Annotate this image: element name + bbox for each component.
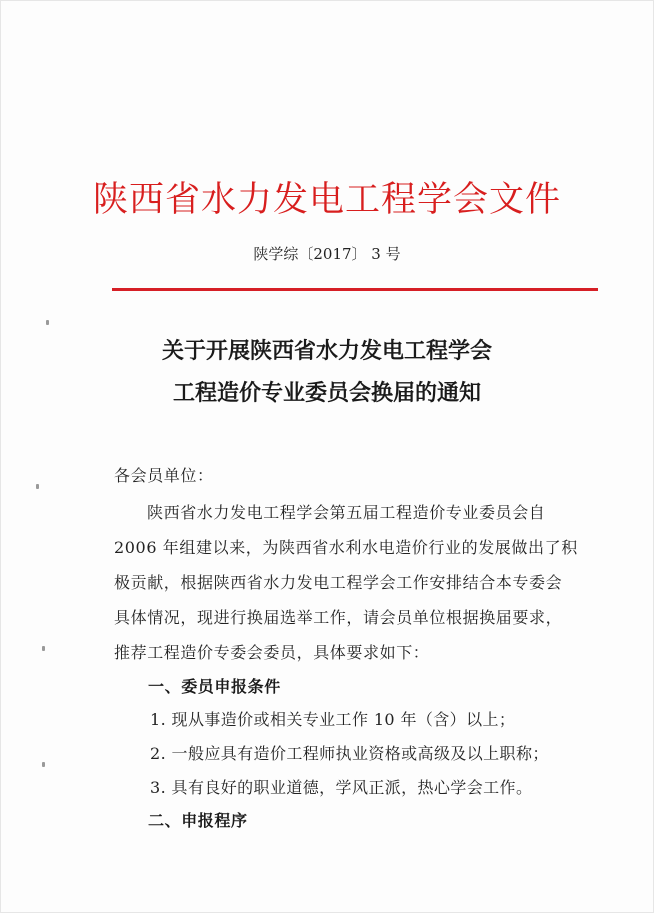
section-1-heading: 一、委员申报条件	[148, 677, 281, 696]
paragraph-line-3: 极贡献，根据陕西省水力发电工程学会工作安排结合本专委会	[114, 573, 563, 592]
document-number: 陕学综〔2017〕 3 号	[253, 245, 401, 263]
condition-item-3: 3. 具有良好的职业道德，学风正派，热心学会工作。	[150, 778, 533, 797]
paragraph-line-5: 推荐工程造价专委会委员，具体要求如下：	[114, 643, 430, 662]
condition-item-1: 1. 现从事造价或相关专业工作 10 年（含）以上；	[150, 710, 516, 729]
salutation: 各会员单位：	[114, 466, 214, 485]
scan-speck	[46, 320, 49, 325]
scan-speck	[42, 762, 45, 767]
scan-speck	[36, 484, 39, 489]
paragraph-line-1: 陕西省水力发电工程学会第五届工程造价专业委员会自	[147, 503, 546, 522]
notice-title-line-2: 工程造价专业委员会换届的通知	[172, 380, 481, 406]
condition-item-2: 2. 一般应具有造价工程师执业资格或高级及以上职称；	[150, 744, 549, 763]
red-separator-rule	[112, 288, 598, 291]
notice-title-line-1: 关于开展陕西省水力发电工程学会	[161, 338, 492, 364]
document-header-title: 陕西省水力发电工程学会文件	[92, 180, 561, 220]
paragraph-line-4: 具体情况，现进行换届选举工作，请会员单位根据换届要求，	[114, 608, 563, 627]
scan-speck	[42, 646, 45, 651]
section-2-heading: 二、申报程序	[148, 811, 248, 830]
paragraph-line-2: 2006 年组建以来，为陕西省水利水电造价行业的发展做出了积	[114, 538, 578, 557]
